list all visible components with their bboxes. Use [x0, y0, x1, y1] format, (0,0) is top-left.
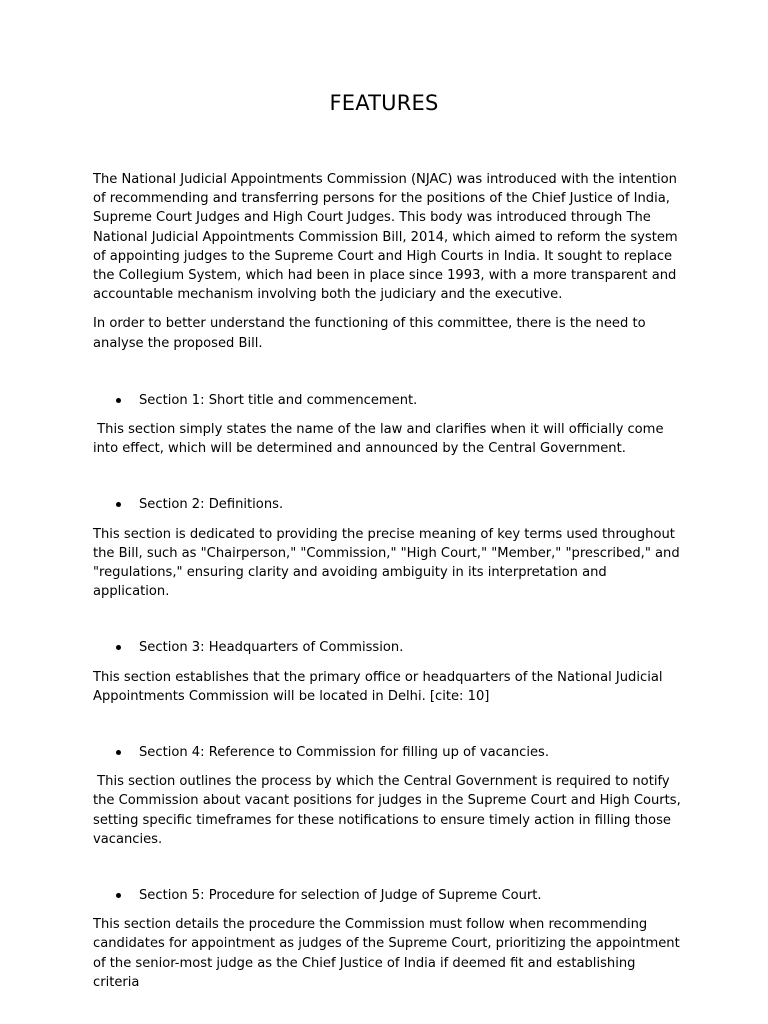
bullet-icon [116, 750, 121, 755]
section-body: This section simply states the name of the law and clarifies when it will officially come into effect, which will be determined and announced by the Central Government. [93, 422, 668, 457]
spacer [93, 706, 683, 743]
document-body [93, 170, 683, 992]
section-heading: Section 4: Reference to Commission for filling up of vacancies. [139, 745, 549, 761]
spacer [93, 410, 683, 420]
spacer [93, 762, 683, 772]
section-body: This section establishes that the primary office or headquarters of the National Judicial Appointments Commission will be located in Delhi. [cite: 10] [93, 669, 663, 704]
spacer [93, 515, 683, 525]
spacer [93, 849, 683, 886]
section-bullet-5 [93, 886, 683, 905]
section-body: This section outlines the process by which the Central Government is required to notify the Commission about vacant positions for judges in the Supreme Court and High Courts, setting specific timeframes for these notifications to ensure timely action in filling those vacancies. [93, 774, 685, 847]
document-title: FEATURES [329, 91, 439, 115]
bullet-icon [116, 398, 121, 403]
section-bullet-2 [93, 495, 683, 514]
section-body: This section details the procedure the Commission must follow when recommending candidates for appointment as judges of the Supreme Court, prioritizing the appointment of the senior-most judge as the Chief Justice of India if deemed fit and establishing criteria [93, 917, 680, 990]
spacer [93, 601, 683, 638]
bullet-icon [116, 645, 121, 650]
section-heading: Section 2: Definitions. [139, 497, 284, 513]
section-heading: Section 5: Procedure for selection of Judge of Supreme Court. [139, 888, 542, 904]
intro-paragraph: In order to better understand the functioning of this committee, there is the need to analyse the proposed Bill. [93, 316, 646, 351]
spacer [93, 458, 683, 495]
section-bullet-1 [93, 391, 683, 410]
spacer [93, 905, 683, 915]
section-bullet-4 [93, 743, 683, 762]
intro-paragraph: The National Judicial Appointments Commission (NJAC) was introduced with the intention of recommending and transferring persons for the positions of the Chief Justice of India, Supreme Court Judges and High Court Judges. This body was introduced through The National Judicial Appointments Commission Bill, 2014, which aimed to reform the system of appointing judges to the Supreme Court and High Courts in India. It sought to replace the Collegium System, which had been in place since 1993, with a more transparent and accountable mechanism involving both the judiciary and the executive. [93, 172, 678, 303]
section-heading: Section 1: Short title and commencement. [139, 392, 418, 408]
section-bullet-3 [93, 638, 683, 657]
bullet-icon [116, 502, 121, 507]
spacer [93, 353, 683, 391]
spacer [93, 658, 683, 668]
section-body: This section is dedicated to providing the precise meaning of key terms used throughout the Bill, such as "Chairperson," "Commission," "High Court," "Member," "prescribed," and "regulations," ensuring clarity and avoiding ambiguity in its interpretation and application. [93, 526, 680, 600]
bullet-icon [116, 893, 121, 898]
section-heading: Section 3: Headquarters of Commission. [139, 640, 404, 656]
